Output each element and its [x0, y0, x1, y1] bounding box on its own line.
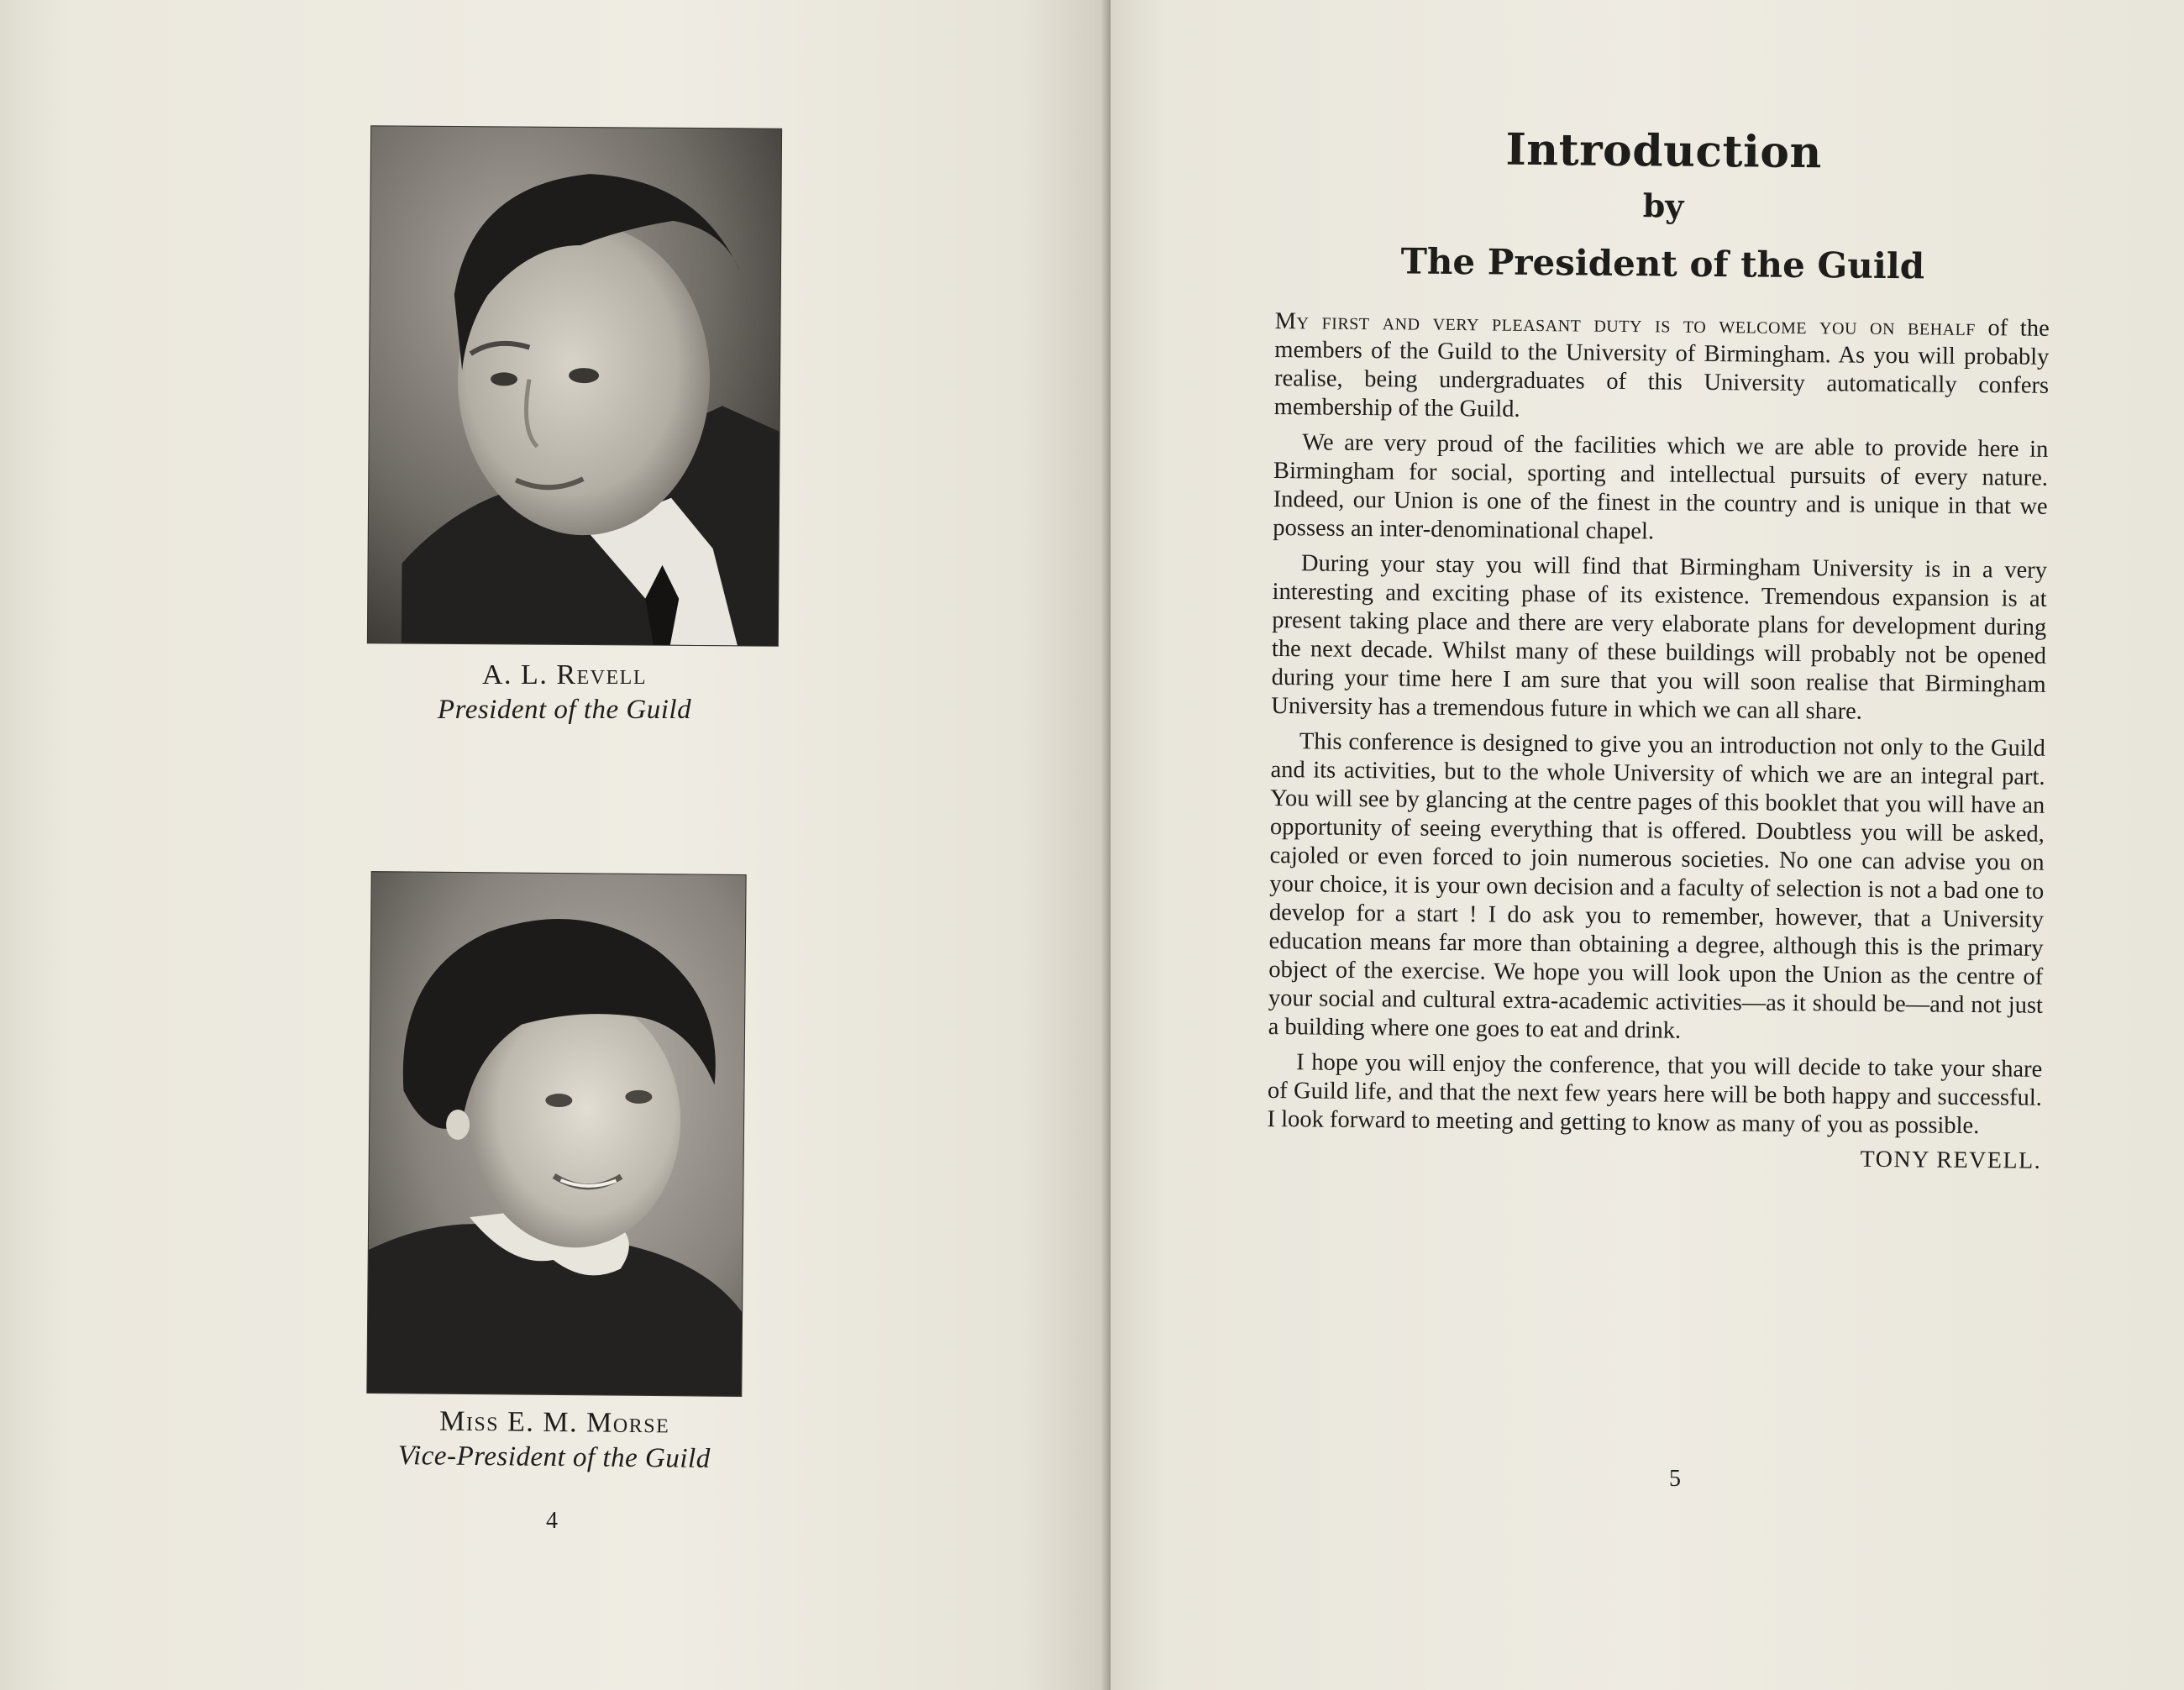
revell-caption	[270, 659, 858, 726]
article-title: Introduction	[1505, 123, 1823, 179]
paragraph-3: During your stay you will find that Birmingham University is in a very interesting and exciting phase of its existence. Tremendous expansion is at present taking place and there are very elaborate plans for development during the next decade. Whilst many of these buildings will probably not be opened during your time here I am sure that you will soon realise that Birmingham University has a tremendous future in which we can all share.	[1271, 550, 2048, 725]
portrait-revell-photo	[368, 126, 781, 645]
morse-name: Miss E. M. Morse	[439, 1405, 670, 1440]
article-byline-by: by	[1642, 186, 1684, 225]
revell-role: President of the Guild	[437, 695, 692, 725]
paragraph-lead: My first and very pleasant duty is to welcome you on behalf	[1274, 307, 1977, 341]
paragraph-5: I hope you will enjoy the conference, that you will decide to take your share of Guild life, and that the next few years here will be both happy and successful. I look forward to meeting and getting to know as many of you as possible.	[1267, 1049, 2043, 1140]
article-body	[1267, 307, 2049, 1142]
page-number-right: 5	[1669, 1466, 1681, 1492]
introduction-article	[1267, 122, 2051, 1175]
paragraph-4: This conference is designed to give you an introduction not only to the Guild and its activities, but to the whole University of which we are an integral part. You will see by glancing at the centre pages of this booklet that you will have an opportunity of seeing everything that is offered. Doubtless you will be asked, cajoled or even forced to join numerous societies. No one can advise you on your choice, it is your own decision and a faculty of selection is not a bad one to develop for a start ! I do ask you to remember, however, that a University education means far more than obtaining a degree, although this is the primary object of the exercise. We hope you will look upon the Union as the centre of your social and cultural extra-academic activities—as it should be—and not just a building where one goes to eat and drink.	[1268, 728, 2046, 1044]
morse-caption	[260, 1404, 849, 1476]
signature: TONY REVELL.	[1860, 1146, 2042, 1174]
morse-role: Vice-President of the Guild	[397, 1441, 711, 1474]
revell-name: A. L. Revell	[482, 659, 647, 690]
paragraph-1	[1274, 307, 2050, 429]
article-subtitle: The President of the Guild	[1400, 240, 1925, 287]
portrait-morse-photo	[367, 872, 745, 1396]
paragraph-1-text: of the members of the Guild to the University of Birmingham. As you will probably realise, being undergraduates of this University automatically confers membership of the Guild.	[1273, 314, 2050, 422]
page-number-left: 4	[546, 1508, 558, 1534]
paragraph-2: We are very proud of the facilities which we are able to provide here in Birmingham for social, sporting and intellectual pursuits of every nature. Indeed, our Union is one of the finest in the country and is unique in that we possess an inter-denominational chapel.	[1273, 429, 2049, 545]
